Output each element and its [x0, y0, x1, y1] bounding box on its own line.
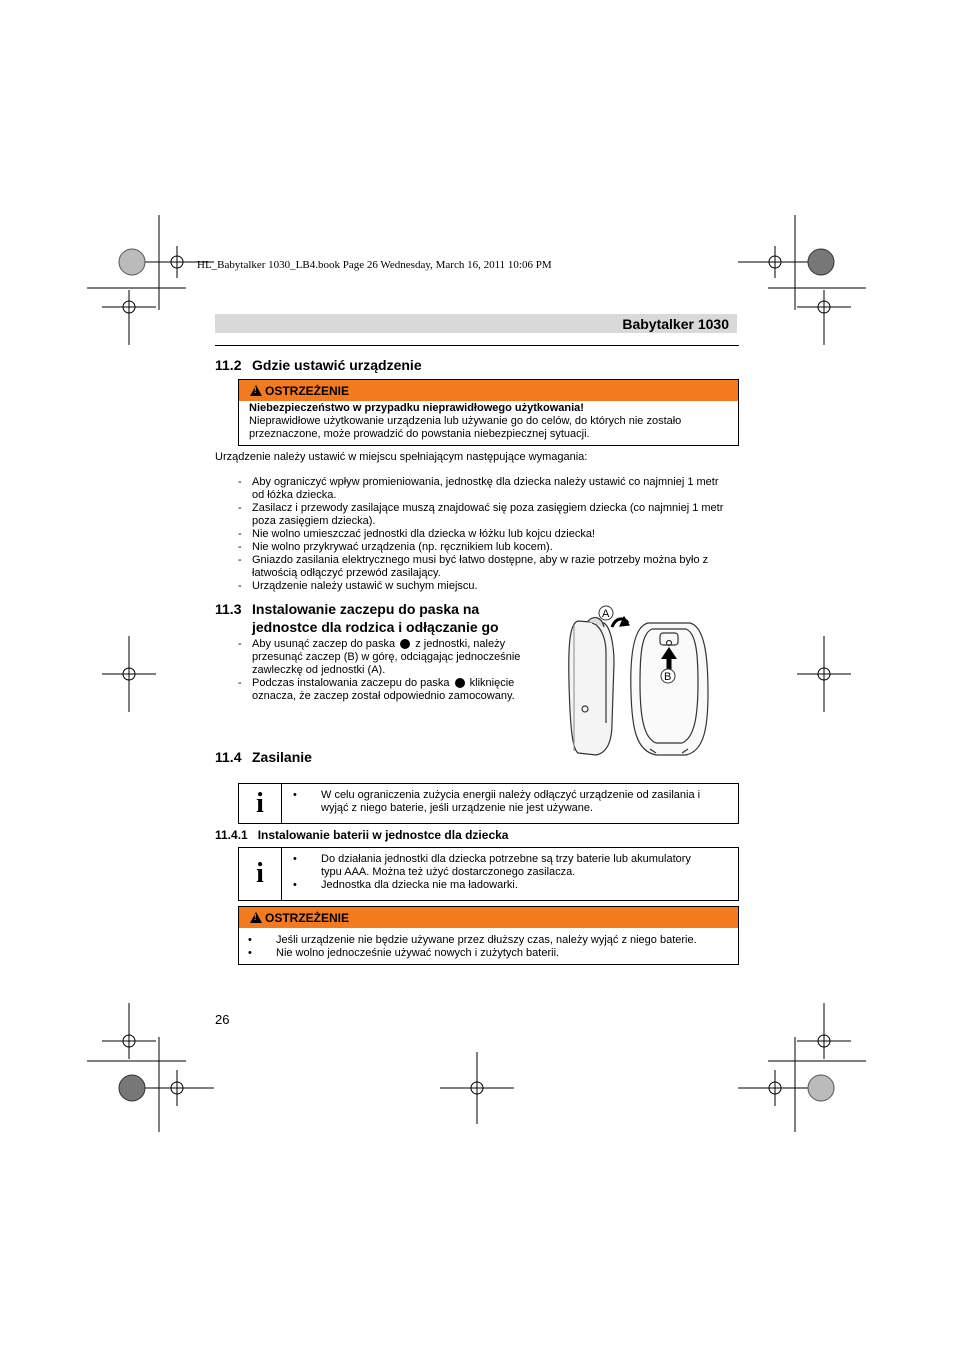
- section-number: 11.3: [215, 601, 242, 617]
- belt-clip-figure: [556, 603, 716, 761]
- list-item: • W celu ograniczenia zużycia energii należy odłączyć urządzenie od zasilania i wyjąć z niego baterie, jeśli urządzenie nie jest używane.: [293, 789, 728, 815]
- section-title-line2: jednostce dla rodzica i odłączanie go: [252, 619, 499, 635]
- list-item: • Nie wolno jednocześnie używać nowych i zużytych baterii.: [248, 947, 728, 960]
- warning-header: [239, 907, 738, 928]
- item-text: Aby usunąć zaczep do paska: [252, 638, 396, 650]
- running-header: [215, 314, 737, 333]
- figure-label-a: A: [602, 608, 610, 620]
- section-number: 11.2: [215, 357, 242, 373]
- warning-text: Nieprawidłowe użytkowanie urządzenia lub używanie go do celów, do których nie zostało przeznaczone, może prowadzić do powstania niebezpiecznej sytuacji.: [249, 415, 682, 440]
- section-11-2-heading: [215, 357, 422, 373]
- belt-clip-icon: [400, 639, 410, 649]
- section-11-4-1-heading: [215, 828, 508, 842]
- warning-triangle-icon: [250, 385, 262, 396]
- section-11-3-heading: [215, 600, 499, 636]
- section-title-line1: Instalowanie zaczepu do paska na: [252, 601, 480, 617]
- info-box: [238, 847, 739, 901]
- print-info-line: HL_Babytalker 1030_LB4.book Page 26 Wednesday, March 16, 2011 10:06 PM: [197, 259, 552, 271]
- section-title: Gdzie ustawić urządzenie: [252, 357, 422, 373]
- belt-clip-list: [238, 638, 530, 703]
- list-item: - Gniazdo zasilania elektrycznego musi być łatwo dostępne, aby w razie potrzeby można było z łatwością odłączyć przewód zasilający.: [238, 554, 730, 580]
- list-item: - Zasilacz i przewody zasilające muszą znajdować się poza zasięgiem dziecka (co najmniej 1 metr poza zasięgiem dziecka).: [238, 502, 730, 528]
- info-list: [293, 853, 708, 892]
- item-text: Podczas instalowania zaczepu do paska: [252, 677, 450, 689]
- list-item: [238, 638, 530, 677]
- info-cell: [239, 848, 282, 900]
- warning-list: [239, 928, 738, 960]
- list-item: • Jeśli urządzenie nie będzie używane przez dłuższy czas, należy wyjąć z niego baterie.: [248, 934, 728, 947]
- item-text: z jednostki, należy przesunąć zaczep (B) w górę, odciągając jednocześnie zawleczkę od jednostki (A).: [252, 638, 521, 676]
- requirements-intro: Urządzenie należy ustawić w miejscu spełniającym następujące wymagania:: [215, 451, 588, 463]
- figure-label-b: B: [664, 671, 672, 683]
- warning-label: OSTRZEŻENIE: [265, 383, 350, 398]
- section-title: Zasilanie: [252, 749, 312, 765]
- list-item: • Do działania jednostki dla dziecka potrzebne są trzy baterie lub akumulatory typu AAA. Można też użyć dostarczonego zasilacza.: [293, 853, 708, 879]
- section-number: 11.4.1: [215, 828, 248, 842]
- section-title: Instalowanie baterii w jednostce dla dziecka: [257, 828, 509, 842]
- page-number: 26: [215, 1012, 230, 1027]
- list-item: • Jednostka dla dziecka nie ma ładowarki.: [293, 879, 708, 892]
- header-rule: [215, 345, 739, 346]
- header-title: Babytalker 1030: [622, 316, 729, 332]
- belt-clip-icon: [455, 678, 465, 688]
- requirements-list: [238, 476, 730, 593]
- warning-box: [238, 379, 739, 446]
- list-item: [238, 677, 530, 703]
- warning-label: OSTRZEŻENIE: [265, 910, 350, 925]
- warning-box: [238, 906, 739, 965]
- section-number: 11.4: [215, 749, 242, 765]
- section-11-4-heading: [215, 749, 312, 765]
- item-text: kliknięcie oznacza, że zaczep został odpowiednio zamocowany.: [252, 677, 515, 702]
- list-item: - Aby ograniczyć wpływ promieniowania, jednostkę dla dziecka należy ustawić co najmniej 1 metr od łóżka dziecka.: [238, 476, 730, 502]
- info-box: [238, 783, 739, 824]
- warning-triangle-icon: [250, 912, 262, 923]
- list-item: - Urządzenie należy ustawić w suchym miejscu.: [238, 580, 730, 593]
- list-item: - Nie wolno przykrywać urządzenia (np. ręcznikiem lub kocem).: [238, 541, 730, 554]
- list-item: - Nie wolno umieszczać jednostki dla dziecka w łóżku lub kojcu dziecka!: [238, 528, 730, 541]
- warning-title: Niebezpieczeństwo w przypadku nieprawidłowego użytkowania!: [249, 402, 584, 414]
- info-icon: i: [256, 858, 264, 889]
- info-cell: [239, 784, 282, 823]
- info-list: [293, 789, 728, 815]
- warning-header: [239, 380, 738, 401]
- info-icon: i: [256, 787, 264, 819]
